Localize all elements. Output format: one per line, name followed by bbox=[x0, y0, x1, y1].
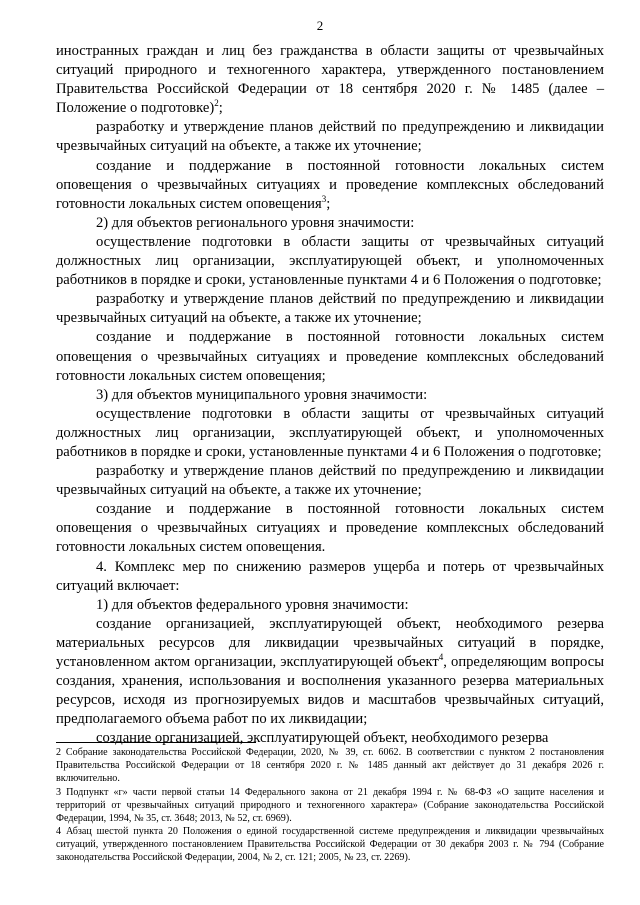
footnote-separator bbox=[56, 742, 256, 743]
paragraph-tail: , определяющим вопросы создания, хранения, использования и восполнения указанного резерва материальных ресурсов, исходя из прогнозируемых видов и масштабов чрезвычайных ситуаций, предполагаемого объема работ по их ликвидации; bbox=[56, 654, 605, 728]
footnote-ref: 4 bbox=[438, 652, 444, 663]
paragraph: 2) для объектов регионального уровня значимости: bbox=[96, 214, 415, 231]
paragraph: создание и поддержание в постоянной готовности локальных систем оповещения о чрезвычайных ситуациях и проведение комплексных обследований готовности локальных систем оповещения. bbox=[56, 501, 604, 556]
footnote-ref: 2 bbox=[214, 98, 219, 109]
paragraph: осуществление подготовки в области защиты от чрезвычайных ситуаций должностных лиц организации, эксплуатирующей объект, и уполномоченных работников в порядке и сроки, установленные пунктами 4 и 6 Положения о подготовке; bbox=[56, 405, 604, 460]
paragraph: разработку и утверждение планов действий по предупреждению и ликвидации чрезвычайных ситуаций на объекте, а также их уточнение; bbox=[56, 463, 604, 499]
paragraph bbox=[56, 42, 604, 118]
paragraph: разработку и утверждение планов действий по предупреждению и ликвидации чрезвычайных ситуаций на объекте, а также их уточнение; bbox=[56, 291, 604, 327]
paragraph-tail: ; bbox=[326, 195, 331, 212]
paragraph-text: создание организацией, эксплуатирующей объект, необходимого резерва материальных ресурсов для ликвидации чрезвычайных ситуаций в порядке, установленном актом организации, эксплуатирующей объект bbox=[56, 615, 604, 670]
body-text bbox=[56, 42, 604, 748]
paragraph: 1) для объектов федерального уровня значимости: bbox=[96, 596, 409, 613]
footnote: 4 Абзац шестой пункта 20 Положения о единой государственной системе предупреждения и ликвидации чрезвычайных ситуаций, утвержденного постановлением Правительства Российской Федерации от 30 декабря 2003 г. № 794 (Собрание законодательства Российской Федерации, 2004, № 2, ст. 121; 2005, № 23, ст. 2269). bbox=[56, 826, 604, 864]
footnote: 3 Подпункт «г» части первой статьи 14 Федерального закона от 21 декабря 1994 г. № 68-ФЗ «О защите населения и территорий от чрезвычайных ситуаций природного и техногенного характера» (Собрание законодательства Российской Федерации, 1994, № 35, ст. 3648; 2013, № 52, ст. 6969). bbox=[56, 786, 604, 824]
paragraph bbox=[56, 615, 604, 730]
footnote-ref: 3 bbox=[321, 193, 327, 204]
footnotes bbox=[56, 747, 604, 866]
paragraph-text: создание и поддержание в постоянной готовности локальных систем оповещения о чрезвычайных ситуациях и проведение комплексных обследований готовности локальных систем оповещения bbox=[56, 157, 604, 212]
paragraph-text: иностранных граждан и лиц без гражданства в области защиты от чрезвычайных ситуаций природного и техногенного характера, утвержденного постановлением Правительства Российской Федерации от 18 сентября 2020 г. № 1485 (далее – Положение о подготовке) bbox=[56, 43, 604, 117]
page-number: 2 bbox=[316, 18, 324, 33]
paragraph bbox=[56, 157, 604, 214]
paragraph: 3) для объектов муниципального уровня значимости: bbox=[96, 386, 428, 403]
paragraph: осуществление подготовки в области защиты от чрезвычайных ситуаций должностных лиц организации, эксплуатирующей объект, и уполномоченных работников в порядке и сроки, установленные пунктами 4 и 6 Положения о подготовке; bbox=[56, 233, 604, 289]
footnote: 2 Собрание законодательства Российской Федерации, 2020, № 39, ст. 6062. В соответствии с пунктом 2 постановления Правительства Российской Федерации от 18 сентября 2020 г. № 1485 данный акт действует до 31 декабря 2026 г. включительно. bbox=[56, 747, 604, 784]
paragraph-tail: ; bbox=[218, 100, 223, 117]
paragraph: разработку и утверждение планов действий по предупреждению и ликвидации чрезвычайных ситуаций на объекте, а также их уточнение; bbox=[56, 119, 604, 155]
paragraph: создание и поддержание в постоянной готовности локальных систем оповещения о чрезвычайных ситуациях и проведение комплексных обследований готовности локальных систем оповещения; bbox=[56, 329, 604, 384]
paragraph: 4. Комплекс мер по снижению размеров ущерба и потерь от чрезвычайных ситуаций включает: bbox=[56, 558, 604, 594]
paragraph: создание организацией, эксплуатирующей объект, необходимого резерва bbox=[96, 730, 549, 747]
